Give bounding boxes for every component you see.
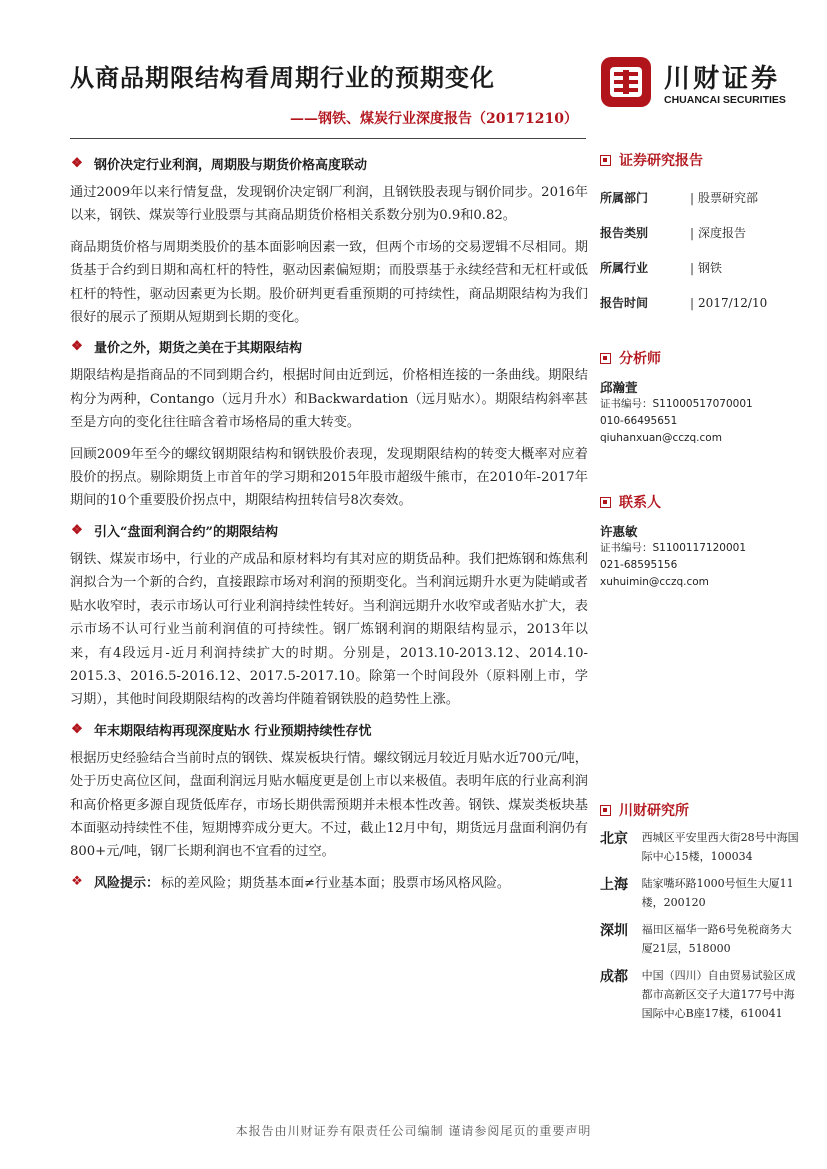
paragraph: 回顾2009年至今的螺纹钢期限结构和钢铁股价表现，发现期限结构的转变大概率对应着股价的拐点。剔除期货上市首年的学习期和2015年股市超级牛熊市，在2010年-2017年期间的10个重要股价拐点中，期限结构扭转信号8次奏效。 — [70, 446, 588, 509]
diamond-bullet-icon: ❖ — [71, 873, 83, 889]
square-bullet-icon — [600, 353, 611, 364]
contact-email: xuhuimin@cczq.com — [600, 576, 709, 588]
office-chengdu: 成都 中国（四川）自由贸易试验区成都市高新区交子大道177号中海国际中心B座17楼，610041 — [600, 969, 796, 1020]
office-shenzhen: 深圳 福田区福华一路6号免税商务大厦21层，518000 — [600, 923, 792, 955]
risk-note — [70, 872, 588, 891]
title-divider — [70, 138, 586, 139]
section-heading: ❖ 量价之外，期货之美在于其期限结构 — [71, 339, 303, 357]
risk-text: 标的差风险；期货基本面≠行业基本面；股票市场风格风险。 — [161, 875, 510, 891]
analyst-cert: 证书编号：S1100051707000​1 — [600, 398, 753, 410]
sidebar-heading: 证券研究报告 — [600, 150, 800, 170]
office-beijing: 北京 西城区平安里西大街28号中海国际中心15楼，100034 — [600, 831, 799, 863]
paragraph: 商品期货价格与周期类股价的基本面影响因素一致，但两个市场的交易逻辑不尽相同。期货基于合约到日期和高杠杆的特性，驱动因素偏短期；而股票基于永续经营和无杠杆或低杠杆的特性，驱动因素更为长期。股价研判更看重预期的可持续性，商品期限结构为我们很好的展示了预期从短期到长期的变化。 — [70, 239, 588, 326]
paragraph: 钢铁、煤炭市场中，行业的产成品和原材料均有其对应的期货品种。我们把炼钢和炼焦利润拟合为一个新的合约，直接跟踪市场对利润的预期变化。当利润远期升水更为陡峭或者贴水收窄时，表示市场认可行业利润持续性转好。当利润远期升水收窄或者贴水扩大，表示市场不认可行业当前利润值的可持续性。钢厂炼钢利润的期限结构显示，2013年以来，有4段远月-近月利润持续扩大的时期。分别是，2013.10-2013.12、2014.10-2015.3、2016.5-2016.12、2017.5-2017.10。除第一个时间段外（原料刚上市，学习期），其他时间段期限结构的改善均伴随着钢铁股的趋势性上涨。 — [70, 551, 588, 708]
diamond-bullet-icon: ❖ — [71, 156, 83, 171]
page-footer: 本报告由川财证券有限责任公司编制 谨请参阅尾页的重要声明 — [235, 1124, 592, 1138]
section-heading: ❖ 钢价决定行业利润，周期股与期货价格高度联动 — [71, 156, 368, 173]
meta-row-category: 报告类别 | 深度报告 — [600, 225, 747, 240]
meta-row-date: 报告时间 | 2017/12/10 — [600, 295, 768, 310]
report-title: 从商品期限结构看周期行业的预期变化 — [70, 64, 495, 92]
sidebar-heading: 分析师 — [600, 348, 800, 368]
institute-panel — [600, 800, 800, 1031]
contact-cert: 证书编号：S1100117120001 — [600, 542, 747, 554]
diamond-bullet-icon: ❖ — [71, 721, 83, 737]
office-shanghai: 上海 陆家嘴环路1000号恒生大厦11楼，200120 — [600, 877, 794, 909]
diamond-bullet-icon: ❖ — [71, 522, 83, 538]
chuancai-logo-icon — [600, 56, 652, 108]
paragraph: 通过2009年以来行情复盘，发现钢价决定钢厂利润，且钢铁股表现与钢价同步。2016年以来，钢铁、煤炭等行业股票与其商品期货价格相关系数分别为0.9和0.82。 — [70, 185, 588, 224]
main-content — [70, 148, 588, 891]
risk-label: 风险提示： — [94, 875, 160, 891]
analyst-phone: 010-66495651 — [600, 415, 678, 427]
brand-name-en: CHUANCAI SECURITIES — [664, 94, 786, 106]
report-info-panel — [600, 150, 800, 320]
sidebar-heading: 川财研究所 — [600, 800, 800, 820]
square-bullet-icon — [600, 155, 611, 166]
meta-row-department: 所属部门 | 股票研究部 — [600, 190, 759, 205]
sidebar-heading: 联系人 — [600, 492, 800, 512]
report-subtitle: ——钢铁、煤炭行业深度报告（20171210） — [290, 111, 578, 127]
contact-panel — [600, 492, 800, 591]
analyst-panel — [600, 348, 800, 447]
square-bullet-icon — [600, 805, 611, 816]
section-heading: ❖ 年末期限结构再现深度贴水 行业预期持续性存忧 — [71, 721, 372, 739]
section-heading: ❖ 引入“盘面利润合约”的期限结构 — [71, 522, 278, 540]
analyst-name: 邱瀚萱 — [600, 380, 638, 395]
paragraph: 期限结构是指商品的不同到期合约，根据时间由近到远，价格相连接的一条曲线。期限结构分为两种，Contango（远月升水）和Backwardation（远月贴水）。期限结构斜率甚至是方向的变化往往暗含着市场格局的重大转变。 — [70, 368, 588, 431]
paragraph: 根据历史经验结合当前时点的钢铁、煤炭板块行情。螺纹钢远月较近月贴水近700元/吨，处于历史高位区间，盘面利润远月贴水幅度更是创上市以来极值。表明年底的行业高利润和高价格更多源自现货低库存，市场长期供需预期并未根本性改善。钢铁、煤炭类板块基本面驱动持续性不佳，短期博弈成分更大。不过，截止12月中旬，期货远月盘面利润仍有800+元/吨，钢厂长期利润也不宜看的过空。 — [70, 750, 588, 860]
analyst-email: qiuhanxuan@cczq.com — [600, 432, 722, 444]
square-bullet-icon — [600, 497, 611, 508]
contact-phone: 021-68595156 — [600, 559, 678, 571]
brand-name-cn: 川财证券 — [664, 64, 781, 94]
diamond-bullet-icon: ❖ — [71, 339, 83, 355]
meta-row-industry: 所属行业 | 钢铁 — [600, 260, 723, 275]
contact-name: 许惠敏 — [600, 524, 638, 539]
